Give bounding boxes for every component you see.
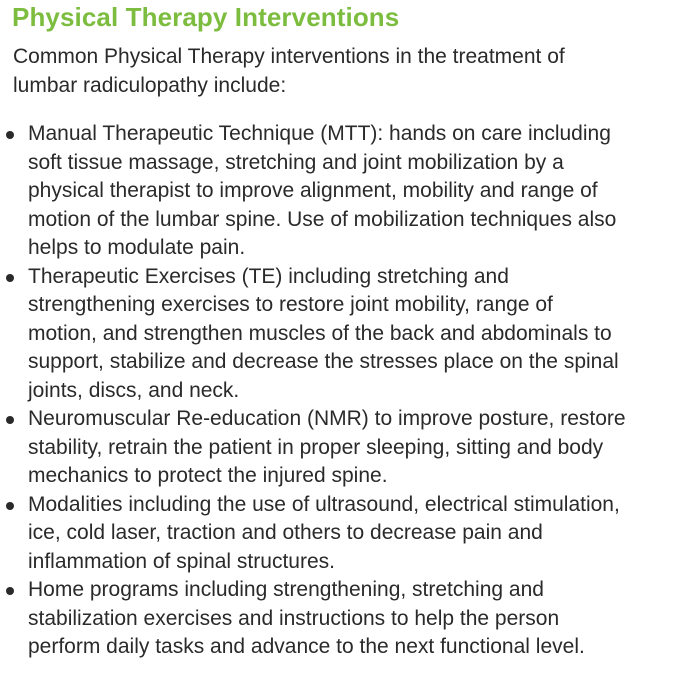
bullet-dot-icon <box>6 587 14 595</box>
list-item-line: physical therapist to improve alignment, mobility and range of <box>28 179 598 202</box>
list-item-line: stabilization exercises and instructions to help the person <box>28 606 560 630</box>
list-item-line: helps to modulate pain. <box>28 236 246 259</box>
list-item-line: mechanics to protect the injured spine. <box>28 464 388 487</box>
list-item-te <box>0 263 680 406</box>
list-item-line: Home programs including strengthening, stretching and <box>28 578 544 601</box>
bullet-dot-icon <box>6 502 14 510</box>
list-item-line: soft tissue massage, stretching and joint mobilization by a <box>28 150 564 174</box>
list-item-line: perform daily tasks and advance to the next functional level. <box>28 635 585 658</box>
bullet-dot-icon <box>6 131 14 139</box>
list-item-line: strengthening exercises to restore joint mobility, range of <box>28 293 553 316</box>
list-item-line: joints, discs, and neck. <box>28 378 240 402</box>
list-item-line: inflammation of spinal structures. <box>28 549 335 573</box>
list-item-line: Neuromuscular Re-education (NMR) to improve posture, restore <box>28 407 626 430</box>
list-item-line: Manual Therapeutic Technique (MTT): hands on care including <box>28 122 611 145</box>
list-item-home-programs <box>0 576 680 662</box>
intervention-list <box>0 120 680 662</box>
list-item-line: Modalities including the use of ultrasound, electrical stimulation, <box>28 492 620 516</box>
bullet-dot-icon <box>6 416 14 424</box>
list-item-line: support, stabilize and decrease the stresses place on the spinal <box>28 350 619 373</box>
intro-line: Common Physical Therapy interventions in the treatment of <box>13 45 565 68</box>
list-item-modalities <box>0 491 680 577</box>
list-item-line: motion of the lumbar spine. Use of mobilization techniques also <box>28 207 617 231</box>
list-item-line: Therapeutic Exercises (TE) including stretching and <box>28 264 509 288</box>
page-title: Physical Therapy Interventions <box>12 2 400 32</box>
list-item-line: ice, cold laser, traction and others to decrease pain and <box>28 521 543 544</box>
bullet-dot-icon <box>6 274 14 282</box>
list-item-line: stability, retrain the patient in proper sleeping, sitting and body <box>28 435 604 459</box>
list-item-nmr <box>0 405 680 491</box>
list-item-line: motion, and strengthen muscles of the back and abdominals to <box>28 321 612 345</box>
intro-line: lumbar radiculopathy include: <box>13 74 287 97</box>
list-item-mtt <box>0 120 680 263</box>
intro-paragraph <box>13 42 673 100</box>
